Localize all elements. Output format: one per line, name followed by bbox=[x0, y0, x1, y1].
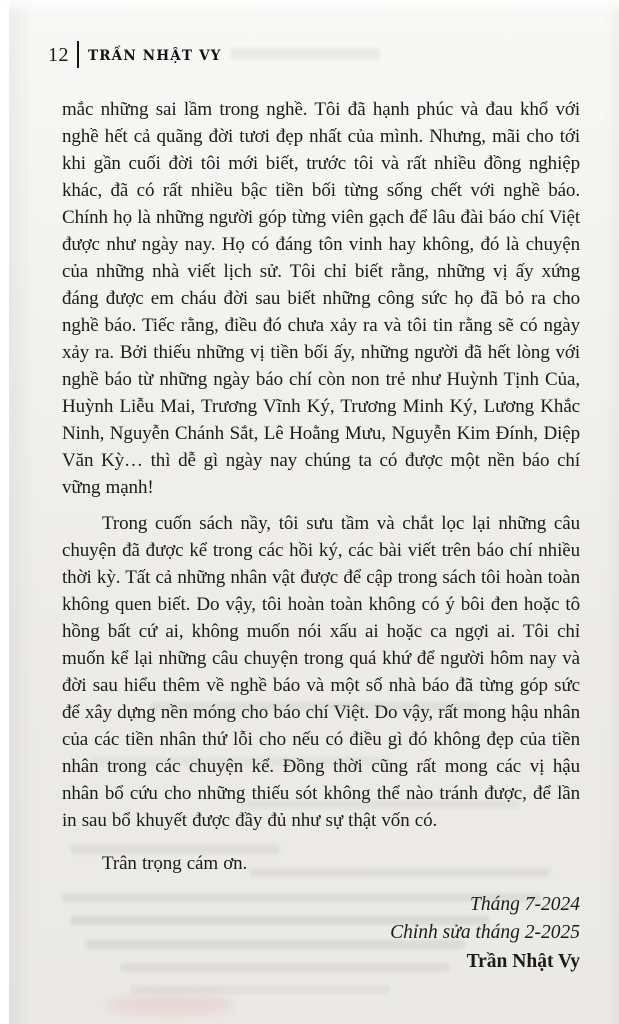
signature-author: Trần Nhật Vy bbox=[466, 951, 580, 972]
bleed-through-artifact bbox=[130, 985, 390, 994]
running-title: TRẦN NHẬT VY bbox=[88, 47, 222, 64]
page-edge-right bbox=[605, 0, 619, 1024]
closing-line: Trân trọng cám ơn. bbox=[102, 853, 248, 874]
running-header bbox=[48, 42, 222, 69]
signature-date: Tháng 7-2024 bbox=[470, 894, 580, 915]
paragraph-2: Trong cuốn sách nầy, tôi sưu tầm và chắt lọc lại những câu chuyện đã được kể trong các hồi ký, các bài viết trên báo chí nhiều thời kỳ. Tất cả những nhân vật được để cập trong sách tôi hoàn toàn không quen biết. Do vậy, tôi hoàn toàn không có ý bôi đen hoặc tô hồng bất cứ ai, không muốn nói xấu ai hoặc ca ngợi ai. Tôi chỉ muốn kể lại những câu chuyện trong quá khứ để người hôm nay và đời sau hiểu thêm về nghề báo và một số nhà báo đã từng góp sức để xây dựng nền móng cho báo chí Việt. Do vậy, rất mong hậu nhân của các tiền nhân thứ lỗi cho nếu có điều gì đó không đẹp của tiền nhân trong các chuyện kể. Đồng thời cũng rất mong các vị hậu nhân bổ cứu cho những thiếu sót không thể nào tránh được, để lần in sau bổ khuyết được đầy đủ như sự thật vốn có. bbox=[62, 513, 580, 831]
page-edge-left bbox=[0, 0, 9, 1024]
page-number: 12 bbox=[48, 44, 69, 66]
page-body bbox=[62, 96, 580, 976]
header-divider bbox=[77, 41, 79, 68]
signature-block bbox=[62, 891, 580, 976]
scan-smudge bbox=[105, 995, 235, 1015]
signature-revision-date: Chỉnh sửa tháng 2-2025 bbox=[390, 922, 580, 943]
bleed-through-artifact bbox=[230, 48, 380, 60]
page-edge-top bbox=[0, 0, 619, 14]
paragraph-1: mắc những sai lầm trong nghề. Tôi đã hạnh phúc và đau khổ với nghề hết cả quãng đời tươi đẹp nhất của mình. Nhưng, mãi cho tới khi gần cuối đời tôi mới biết, trước tôi và rất nhiều đồng nghiệp khác, đã có rất nhiều bậc tiền bối từng sống chết với nghề báo. Chính họ là những người góp từng viên gạch để lâu đài báo chí Việt được như ngày nay. Họ có đáng tôn vinh hay không, đó là chuyện của những nhà viết lịch sử. Tôi chỉ biết rằng, những vị ấy xứng đáng được em cháu đời sau biết những công sức họ đã bỏ ra cho nghề báo. Tiếc rằng, điều đó chưa xảy ra và tôi tin rằng sẽ có ngày xảy ra. Bởi thiếu những vị tiền bối ấy, những người đã hết lòng với nghề báo từ những ngày báo chí còn non trẻ như Huỳnh Tịnh Của, Huỳnh Liễu Mai, Trương Vĩnh Ký, Trương Minh Ký, Lương Khắc Ninh, Nguyễn Chánh Sắt, Lê Hoằng Mưu, Nguyễn Kim Đính, Diệp Văn Kỳ… thì dễ gì ngày nay chúng ta có được một nền báo chí vững mạnh! bbox=[62, 99, 580, 498]
gutter-shadow bbox=[9, 0, 35, 1024]
